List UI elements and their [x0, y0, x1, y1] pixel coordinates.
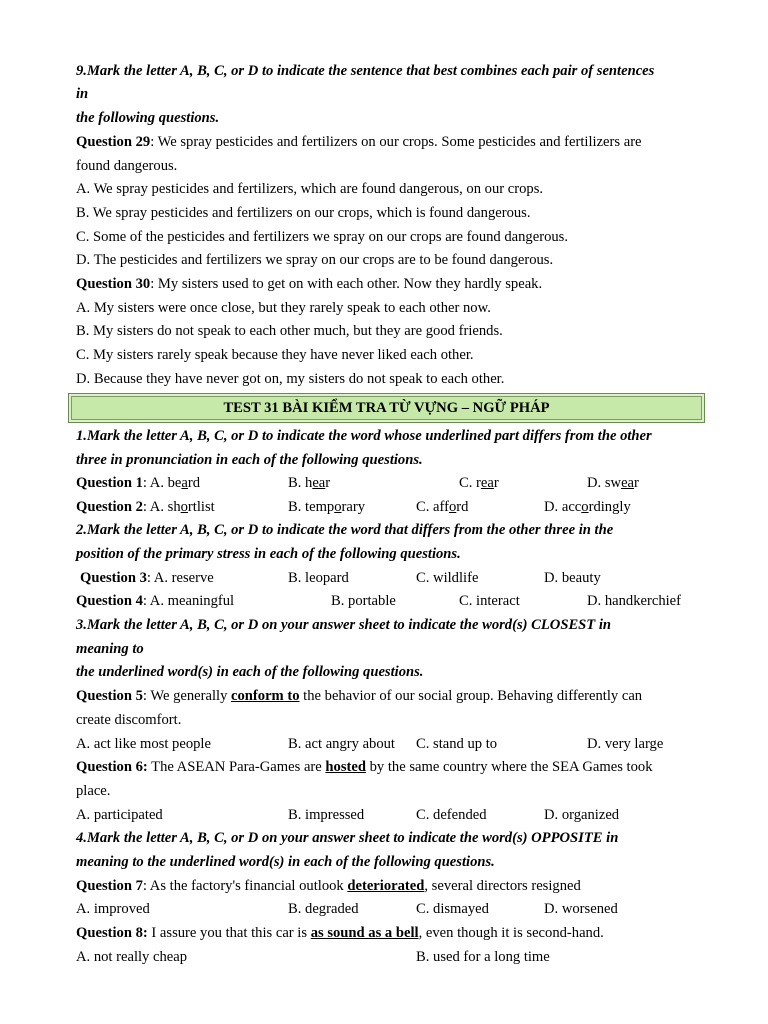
- test-title: TEST 31 BÀI KIỂM TRA TỪ VỰNG – NGỮ PHÁP: [223, 399, 550, 416]
- question-label: Question 7: [76, 878, 143, 894]
- option-a-underlined: o: [180, 499, 188, 515]
- question-5-cont: create discomfort.: [76, 712, 182, 728]
- option-a-post: rtlist: [187, 499, 215, 515]
- section4-instruction: 4.Mark the letter A, B, C, or D on your answer sheet to indicate the word(s) OPPOSITE in: [76, 830, 619, 846]
- underlined-keyword: as sound as a bell: [310, 925, 419, 941]
- question-8: Question 8: I assure you that this car is as sound as a bell, even though it is second-hand.: [76, 925, 604, 941]
- question-6: Question 6: The ASEAN Para-Games are hosted by the same country where the SEA Games took: [76, 759, 653, 775]
- section9-instruction-cont2: the following questions.: [76, 110, 220, 126]
- question-label: Question 6:: [76, 759, 148, 775]
- option-b: B. impressed: [288, 807, 365, 823]
- option-d: D. beauty: [544, 570, 601, 586]
- option-a-post: rd: [187, 475, 201, 491]
- question-label: Question 5: [76, 688, 143, 704]
- question-1: [76, 474, 200, 492]
- option-d: D. organized: [544, 807, 620, 823]
- option-d: D. The pesticides and fertilizers we spray on our crops are to be found dangerous.: [76, 252, 554, 268]
- section3-instruction-cont2: the underlined word(s) in each of the following questions.: [76, 664, 424, 680]
- option-b: B. leopard: [288, 570, 349, 586]
- underlined-keyword: hosted: [325, 759, 366, 775]
- option-c: C. My sisters rarely speak because they have never liked each other.: [76, 347, 474, 363]
- option-b: B. used for a long time: [416, 949, 550, 965]
- option-a: A. not really cheap: [76, 949, 188, 965]
- option-a: : A. reserve: [146, 570, 214, 586]
- test-title-banner: [68, 393, 705, 423]
- question-2: [76, 498, 215, 516]
- question-7: Question 7: As the factory's financial outlook deteriorated, several directors resigned: [76, 878, 581, 894]
- option-a: A. My sisters were once close, but they rarely speak to each other now.: [76, 300, 491, 316]
- option-b: B. temporary: [288, 499, 366, 515]
- option-d: D. worsened: [544, 901, 618, 917]
- option-c: C. interact: [459, 593, 520, 609]
- option-a: A. We spray pesticides and fertilizers, which are found dangerous, on our crops.: [76, 181, 544, 197]
- underlined-keyword: deteriorated: [347, 878, 425, 894]
- section9-instruction-cont: in: [76, 86, 89, 102]
- question-5: Question 5: We generally conform to the behavior of our social group. Behaving differently can: [76, 688, 643, 704]
- section2-instruction-cont: position of the primary stress in each of the following questions.: [76, 546, 461, 562]
- question-label: Question 30: [76, 276, 151, 292]
- question-label: Question 1: [76, 475, 143, 491]
- option-c: C. stand up to: [416, 736, 498, 752]
- section1-instruction: 1.Mark the letter A, B, C, or D to indicate the word whose underlined part differs from the other: [76, 428, 652, 444]
- option-c: C. dismayed: [416, 901, 489, 917]
- question-4: [76, 592, 234, 610]
- option-d: D. swear: [587, 475, 639, 491]
- section4-instruction-cont: meaning to the underlined word(s) in each of the following questions.: [76, 854, 495, 870]
- section9-instruction: 9.Mark the letter A, B, C, or D to indicate the sentence that best combines each pair of sentences: [76, 63, 655, 79]
- question-label: Question 2: [76, 499, 143, 515]
- option-a: A. act like most people: [76, 736, 211, 752]
- section3-instruction: 3.Mark the letter A, B, C, or D on your answer sheet to indicate the word(s) CLOSEST in: [76, 617, 612, 633]
- option-c: C. afford: [416, 499, 469, 515]
- question-text: : My sisters used to get on with each other. Now they hardly speak.: [150, 276, 543, 292]
- option-c: C. Some of the pesticides and fertilizers we spray on our crops are found dangerous.: [76, 229, 568, 245]
- question-text: : We spray pesticides and fertilizers on our crops. Some pesticides and fertilizers are: [150, 134, 642, 150]
- question-3: [80, 569, 214, 587]
- section3-instruction-cont: meaning to: [76, 641, 144, 657]
- question-label: Question 3: [80, 570, 147, 586]
- option-d: D. very large: [587, 736, 664, 752]
- option-a-pre: : A. sh: [142, 499, 181, 515]
- question-29-cont: found dangerous.: [76, 158, 178, 174]
- question-label: Question 8:: [76, 925, 148, 941]
- option-a: A. improved: [76, 901, 150, 917]
- option-c: C. rear: [459, 475, 499, 491]
- option-a: A. participated: [76, 807, 163, 823]
- option-a: : A. meaningful: [142, 593, 235, 609]
- question-label: Question 29: [76, 134, 151, 150]
- option-a-underlined: a: [181, 475, 188, 491]
- question-29: [76, 133, 642, 151]
- question-6-cont: place.: [76, 783, 111, 799]
- option-d: D. handkerchief: [587, 593, 682, 609]
- section1-instruction-cont: three in pronunciation in each of the following questions.: [76, 452, 423, 468]
- option-c: C. defended: [416, 807, 487, 823]
- option-b: B. hear: [288, 475, 331, 491]
- option-d: D. accordingly: [544, 499, 631, 515]
- option-b: B. degraded: [288, 901, 359, 917]
- option-a-pre: : A. be: [142, 475, 182, 491]
- option-b: B. portable: [331, 593, 396, 609]
- question-label: Question 4: [76, 593, 143, 609]
- option-b: B. We spray pesticides and fertilizers on our crops, which is found dangerous.: [76, 205, 531, 221]
- option-b: B. My sisters do not speak to each other much, but they are good friends.: [76, 323, 503, 339]
- option-d: D. Because they have never got on, my sisters do not speak to each other.: [76, 371, 505, 387]
- section2-instruction: 2.Mark the letter A, B, C, or D to indicate the word that differs from the other three in the: [76, 522, 614, 538]
- question-30: [76, 275, 542, 293]
- underlined-keyword: conform to: [231, 688, 300, 704]
- option-c: C. wildlife: [416, 570, 479, 586]
- option-b: B. act angry about: [288, 736, 395, 752]
